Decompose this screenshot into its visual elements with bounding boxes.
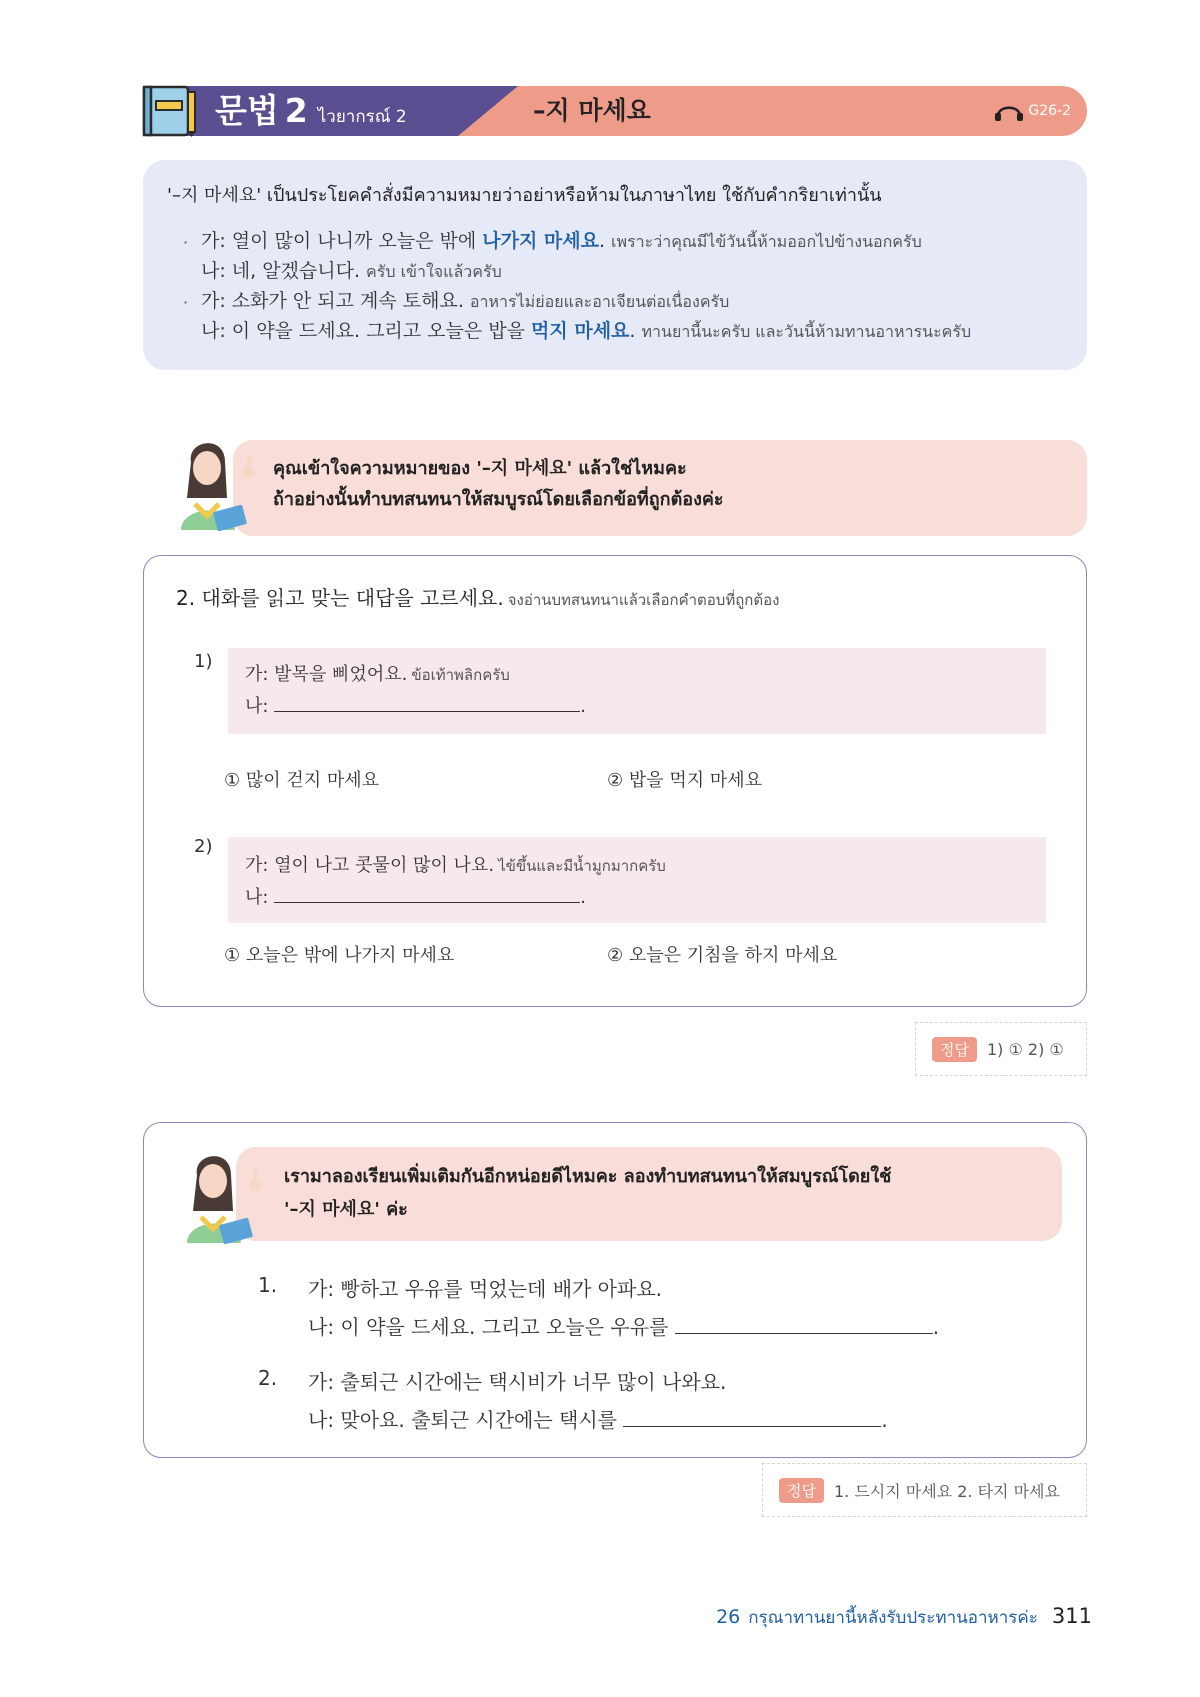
practice-1-number: 1. [258, 1273, 278, 1297]
example-2-na-translation: ทานยานี้นะครับ และวันนี้ห้ามทานอาหารนะครับ [641, 322, 972, 341]
example-1-ga-translation: เพราะว่าคุณมีไข้วันนี้ห้ามออกไปข้างนอกครับ [611, 232, 922, 251]
question-2-option-2[interactable]: ② 오늘은 기침을 하지 마세요 [607, 945, 838, 966]
practice-1-na: 나: 이 약을 드세요. 그리고 오늘은 우유를 . [308, 1315, 940, 1339]
example-2-na [201, 318, 971, 345]
practice-box [143, 1122, 1087, 1458]
question-1-ga-text: 가: 발목을 삐었어요. [245, 664, 408, 685]
question-1-number: 1) [194, 651, 213, 672]
grammar-number: 2 [284, 91, 308, 130]
practice-1-answer-blank[interactable] [675, 1315, 933, 1334]
practice-2-na: 나: 맞아요. 출퇴근 시간에는 택시를 . [308, 1408, 888, 1432]
grammar-header [143, 84, 1087, 138]
exercise-instruction-ko: 2. 대화를 읽고 맞는 대답을 고르세요. [176, 586, 504, 610]
question-1-answer-blank[interactable] [274, 693, 580, 712]
audio-code: G26-2 [1028, 103, 1071, 119]
teacher-illustration [173, 432, 263, 532]
explanation-box [143, 160, 1087, 370]
answer-badge: 정답 [932, 1037, 977, 1062]
example-1-period: . [599, 230, 606, 252]
teacher-prompt-1 [143, 432, 1087, 537]
practice-2-answer-blank[interactable] [623, 1408, 881, 1427]
question-2-na: 나: . [245, 883, 586, 909]
question-2-dialog [228, 837, 1046, 923]
grammar-sub-label: ไวยากรณ์ 2 [317, 107, 407, 127]
example-1-ga [201, 228, 922, 255]
chapter-number: 26 [716, 1606, 741, 1628]
exercise-instruction [176, 582, 779, 612]
question-2-na-text: 나: [245, 887, 269, 908]
prompt-2-line-1: เรามาลองเรียนเพิ่มเติมกันอีกหน่อยดีไหมคะ ลองทำบทสนทนาให้สมบูรณ์โดยใช้ [284, 1166, 892, 1187]
bullet: · [183, 293, 189, 312]
question-2-ga [245, 851, 666, 878]
prompt-1-line-2: ถ้าอย่างนั้นทำบทสนทนาให้สมบูรณ์โดยเลือกข้อที่ถูกต้องค่ะ [273, 489, 724, 510]
question-1-ga [245, 660, 510, 687]
question-2-ga-translation: ไข้ขึ้นและมีน้ำมูกมากครับ [498, 857, 666, 875]
page-number: 311 [1051, 1604, 1092, 1628]
example-2-na-text: 나: 이 약을 드세요. 그리고 오늘은 밥을 [201, 320, 532, 342]
practice-1-na-text: 나: 이 약을 드세요. 그리고 오늘은 우유를 [308, 1315, 669, 1339]
question-1-option-1[interactable]: ① 많이 걷지 마세요 [224, 770, 380, 791]
grammar-label [215, 91, 407, 137]
bullet: · [183, 233, 189, 252]
answer-key-1-text: 1) ① 2) ① [986, 1039, 1064, 1059]
question-1-dialog [228, 648, 1046, 734]
answer-key-1 [915, 1022, 1087, 1076]
audio-track[interactable] [994, 98, 1071, 124]
practice-2-ga: 가: 출퇴근 시간에는 택시비가 너무 많이 나와요. [308, 1370, 727, 1394]
example-2-ga-translation: อาหารไม่ย่อยและอาเจียนต่อเนื่องครับ [469, 292, 730, 311]
question-1-na: 나: . [245, 692, 586, 718]
exercise-instruction-th: จงอ่านบทสนทนาแล้วเลือกคำตอบที่ถูกต้อง [507, 591, 780, 609]
teacher-illustration [179, 1145, 269, 1245]
question-1-ga-translation: ข้อเท้าพลิกครับ [411, 666, 510, 684]
answer-badge: 정답 [779, 1478, 824, 1503]
practice-2-number: 2. [258, 1366, 278, 1390]
question-2-option-1[interactable]: ① 오늘은 밖에 나가지 마세요 [224, 945, 455, 966]
answer-key-2-text: 1. 드시지 마세요 2. 타지 마세요 [833, 1481, 1060, 1501]
page-footer [716, 1604, 1092, 1631]
example-2-ga-text: 가: 소화가 안 되고 계속 토해요. [201, 290, 464, 312]
answer-key-2 [762, 1463, 1087, 1517]
prompt-2-line-2: '–지 마세요' ค่ะ [284, 1199, 408, 1220]
example-1-highlight: 나가지 마세요 [482, 230, 599, 252]
example-1-ga-text: 가: 열이 많이 나니까 오늘은 밖에 [201, 230, 483, 252]
example-1-na-translation: ครับ เข้าใจแล้วครับ [366, 262, 502, 281]
grammar-label-text: 문법 [215, 91, 279, 130]
question-1-option-2[interactable]: ② 밥을 먹지 마세요 [607, 770, 763, 791]
question-2-number: 2) [194, 836, 213, 857]
example-1-na-text: 나: 네, 알겠습니다. [201, 260, 361, 282]
example-2-ga [201, 288, 729, 315]
explanation-intro: '–지 마세요' เป็นประโยคคำสั่งมีความหมายว่าอย่าหรือห้ามในภาษาไทย ใช้กับคำกริยาเท่านั้น [167, 185, 882, 206]
practice-2-na-text: 나: 맞아요. 출퇴근 시간에는 택시를 [308, 1408, 618, 1432]
question-2-ga-text: 가: 열이 나고 콧물이 많이 나요. [245, 855, 495, 876]
practice-1-ga: 가: 빵하고 우유를 먹었는데 배가 아파요. [308, 1277, 663, 1301]
example-2-highlight: 먹지 마세요 [531, 320, 630, 342]
grammar-title: –지 마세요 [533, 96, 651, 125]
headphones-icon[interactable] [994, 100, 1024, 122]
question-1-na-text: 나: [245, 696, 269, 717]
book-icon [141, 84, 199, 138]
example-1-na [201, 258, 502, 285]
question-2-answer-blank[interactable] [274, 884, 580, 903]
chapter-title: กรุณาทานยานี้หลังรับประทานอาหารค่ะ [748, 1608, 1038, 1628]
example-2-period: . [629, 320, 636, 342]
prompt-1-line-1: คุณเข้าใจความหมายของ '–지 마세요' แล้วใช่ไหมคะ [273, 458, 687, 479]
exercise-box [143, 555, 1087, 1007]
